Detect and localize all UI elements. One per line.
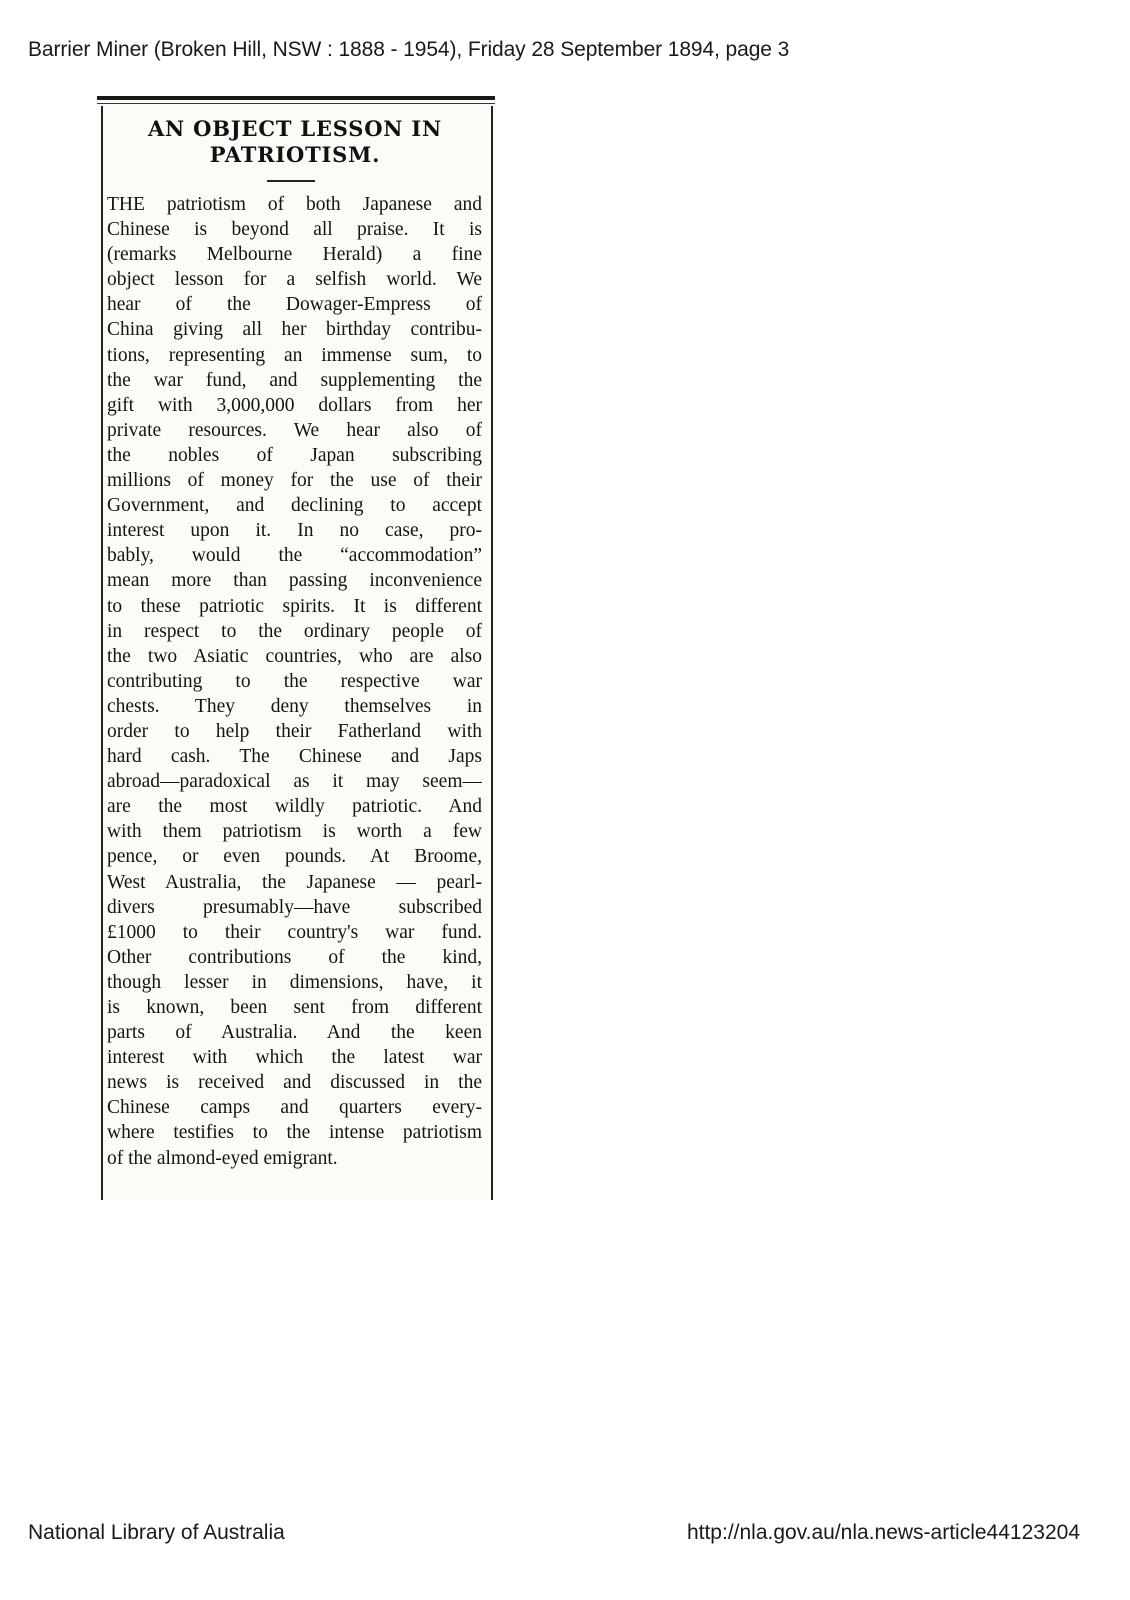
article-line: interest upon it. In no case, pro- — [107, 520, 482, 542]
article-line: the nobles of Japan subscribing — [107, 444, 482, 466]
article-line: China giving all her birthday contribu- — [107, 319, 482, 341]
top-thin-rule — [97, 103, 495, 104]
article-line: THE patriotism of both Japanese and — [107, 194, 482, 215]
article-line: parts of Australia. And the keen — [107, 1022, 482, 1044]
article-line: to these patriotic spirits. It is different — [107, 595, 482, 617]
article-line: of the almond-eyed emigrant. — [107, 1147, 338, 1169]
article-line: object lesson for a selfish world. We — [107, 269, 482, 291]
article-line: order to help their Fatherland with — [107, 720, 482, 742]
article-line: millions of money for the use of their — [107, 470, 482, 492]
article-line: Chinese is beyond all praise. It is — [107, 219, 482, 241]
footer-source: National Library of Australia — [28, 1521, 285, 1544]
article-line: interest with which the latest war — [107, 1047, 482, 1069]
article-line: £1000 to their country's war fund. — [107, 921, 482, 943]
right-column-rule — [491, 106, 493, 1200]
article-line: pence, or even pounds. At Broome, — [107, 846, 482, 868]
article-line: Chinese camps and quarters every- — [107, 1097, 482, 1119]
article-line: (remarks Melbourne Herald) a fine — [107, 244, 482, 266]
article-line: where testifies to the intense patriotism — [107, 1122, 482, 1144]
article-line: mean more than passing inconvenience — [107, 570, 482, 592]
article-line: the war fund, and supplementing the — [107, 369, 482, 391]
article-line: bably, would the “accommodation” — [107, 545, 482, 567]
footer-url[interactable]: http://nla.gov.au/nla.news-article44123204 — [686, 1521, 1080, 1544]
article-line: with them patriotism is worth a few — [107, 821, 482, 843]
article-line: is known, been sent from different — [107, 997, 482, 1018]
article-line: divers presumably—have subscribed — [107, 896, 482, 918]
article-line: gift with 3,000,000 dollars from her — [107, 394, 482, 416]
top-thick-rule — [97, 96, 495, 100]
article-line: news is received and discussed in the — [107, 1072, 482, 1094]
article-headline — [107, 116, 483, 168]
article-line: private resources. We hear also of — [107, 419, 482, 441]
article-body — [107, 192, 482, 1171]
article-line: contributing to the respective war — [107, 670, 482, 692]
newspaper-clipping — [97, 96, 495, 1200]
article-line: hard cash. The Chinese and Japs — [107, 746, 482, 768]
article-line: tions, representing an immense sum, to — [107, 344, 482, 366]
article-line: Government, and declining to accept — [107, 495, 482, 517]
article-line: West Australia, the Japanese — pearl- — [107, 871, 482, 893]
article-line: are the most wildly patriotic. And — [107, 796, 482, 818]
article-line: hear of the Dowager-Empress of — [107, 294, 482, 316]
citation-header: Barrier Miner (Broken Hill, NSW : 1888 - 1954), Friday 28 September 1894, page 3 — [28, 38, 790, 61]
headline-line: PATRIOTISM. — [209, 142, 381, 167]
article-line: chests. They deny themselves in — [107, 695, 482, 717]
article-line: Other contributions of the kind, — [107, 946, 482, 968]
article-line: in respect to the ordinary people of — [107, 620, 482, 642]
left-column-rule — [101, 106, 103, 1200]
article-line: though lesser in dimensions, have, it — [107, 971, 482, 993]
article-line: abroad—paradoxical as it may seem— — [107, 771, 482, 793]
article-line: the two Asiatic countries, who are also — [107, 645, 482, 667]
headline-line: AN OBJECT LESSON IN — [147, 116, 443, 141]
headline-divider — [267, 180, 315, 182]
